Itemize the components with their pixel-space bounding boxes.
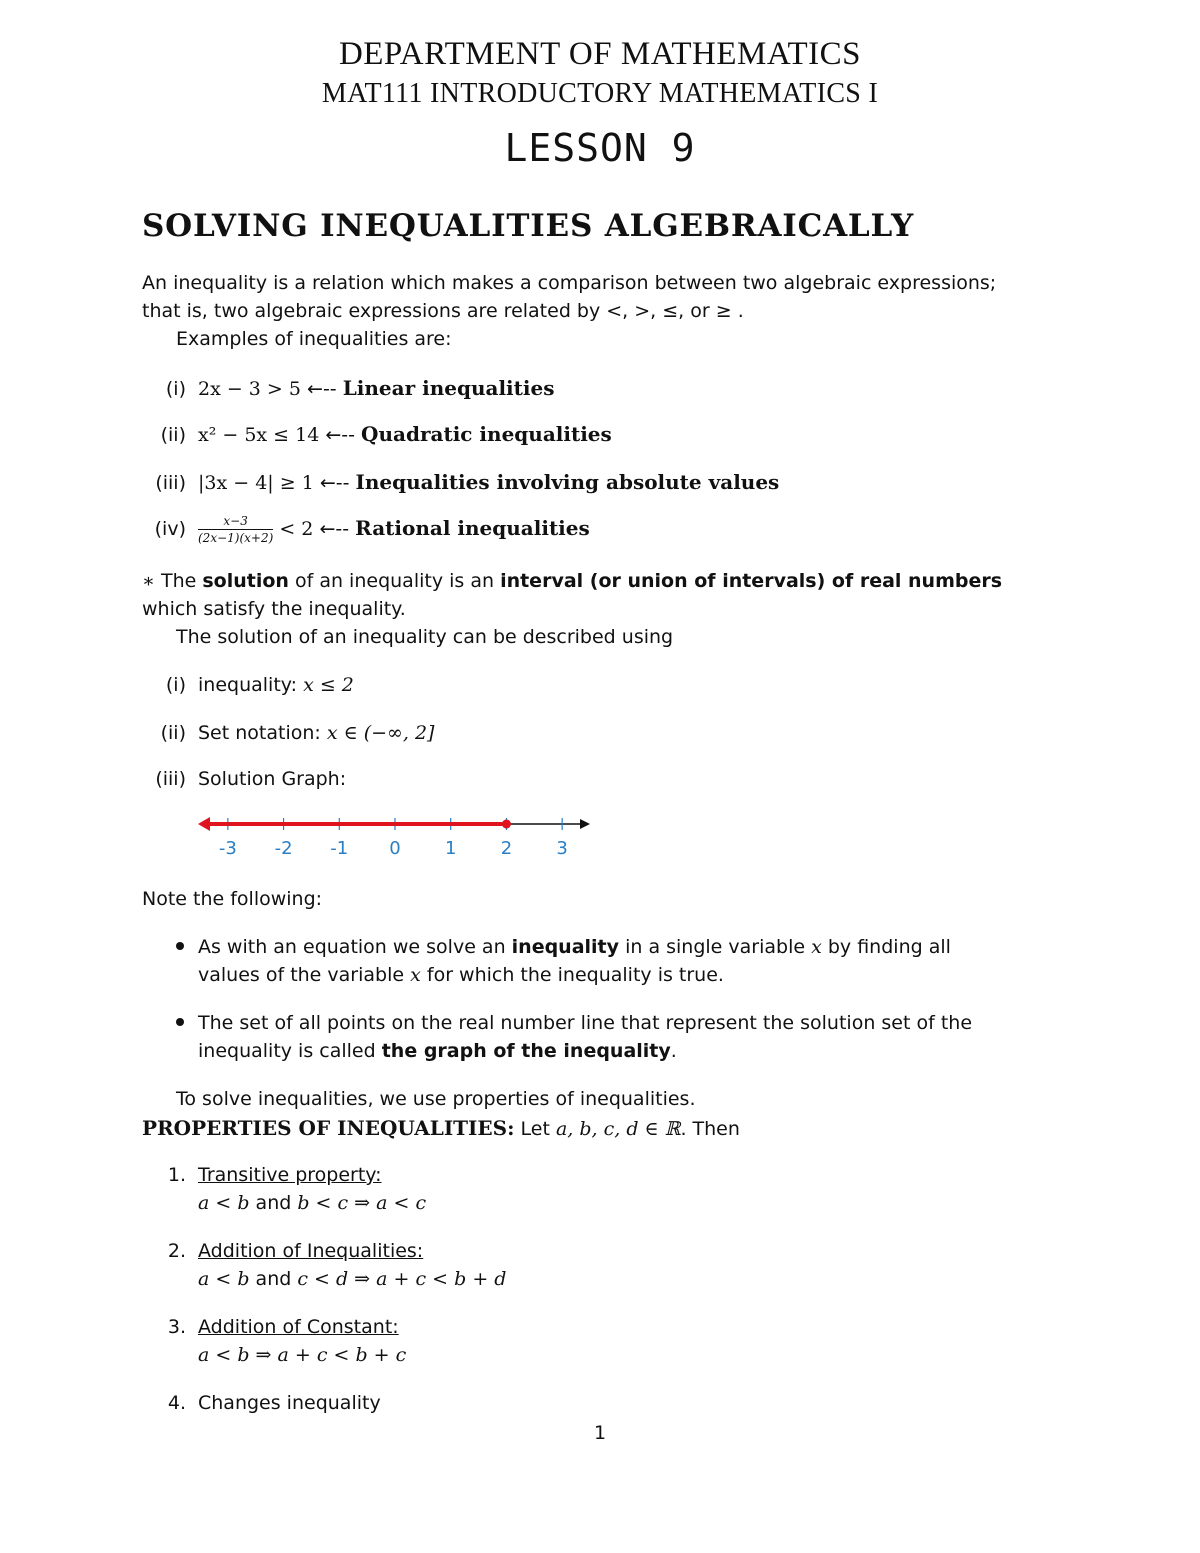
property-number: 2.: [167, 1240, 186, 1262]
note-term: the graph of the inequality: [381, 1040, 671, 1062]
note-text: inequality is called: [198, 1040, 376, 1062]
example-expression: 2x − 3 > 5: [198, 378, 301, 400]
axis-tick-label: -3: [218, 838, 237, 859]
description-item: [130, 674, 354, 696]
axis-tick-label: -1: [330, 838, 349, 859]
description-item: [130, 768, 346, 790]
property-item-formula: [198, 1192, 426, 1214]
arrow-icon: ←--: [307, 378, 337, 400]
example-label: (iv): [154, 518, 186, 540]
page-number: 1: [593, 1422, 607, 1444]
property-item-name: [130, 1316, 399, 1338]
bullet-icon: [176, 942, 184, 950]
arrow-icon: ←--: [325, 424, 355, 446]
note-term: inequality: [511, 936, 620, 958]
note-math: x: [410, 964, 421, 986]
example-item: [130, 514, 590, 545]
course-heading: MAT111 INTRODUCTORY MATHEMATICS I: [321, 78, 879, 109]
note-bullet-1-line-2: [198, 964, 724, 986]
solution-definition-line-1: [142, 570, 1002, 592]
example-description: Linear inequalities: [342, 376, 555, 400]
property-item-name: [130, 1164, 382, 1186]
axis-tick-label: 3: [556, 838, 568, 859]
example-description: Rational inequalities: [355, 516, 590, 540]
note-text: As with an equation we solve an: [198, 936, 506, 958]
axis-tick-label: -2: [274, 838, 293, 859]
arrow-icon: ←--: [319, 518, 350, 540]
note-text: values of the variable: [198, 964, 405, 986]
definition-text: The: [160, 570, 197, 592]
note-math: x: [811, 936, 822, 958]
example-item: [130, 376, 554, 400]
properties-math: a, b, c, d ∈ ℝ: [555, 1118, 681, 1140]
axis-tick-label: 2: [500, 838, 513, 859]
property-formula: a < b ⇒ a + c < b + c: [198, 1344, 407, 1366]
examples-lead: Examples of inequalities are:: [176, 328, 452, 350]
note-text: in a single variable: [625, 936, 806, 958]
arrow-icon: ←--: [319, 472, 350, 494]
properties-text: . Then: [680, 1118, 740, 1140]
bullet-icon: [176, 1018, 184, 1026]
example-expression: |3x − 4| ≥ 1: [198, 472, 314, 494]
property-text: and: [255, 1192, 292, 1214]
description-label: (i): [165, 674, 186, 696]
intro-line-2: that is, two algebraic expressions are related by <, >, ≤, or ≥ .: [142, 300, 744, 322]
description-label: (iii): [155, 768, 186, 790]
description-math: x ≤ 2: [303, 674, 354, 696]
property-formula: a < b: [198, 1268, 250, 1290]
property-item-formula: [198, 1344, 406, 1366]
note-text: for which the inequality is true.: [426, 964, 724, 986]
example-description: Quadratic inequalities: [361, 422, 612, 446]
property-number: 4.: [167, 1392, 186, 1414]
property-formula: a < b: [198, 1192, 250, 1214]
property-item-name: [130, 1392, 381, 1414]
property-name: Changes inequality: [198, 1392, 381, 1414]
property-formula: c < d ⇒ a + c < b + d: [297, 1268, 507, 1290]
fraction-numerator: x−3: [198, 514, 273, 530]
example-label: (ii): [160, 424, 186, 446]
note-text: by finding all: [827, 936, 951, 958]
description-text: Solution Graph:: [198, 768, 347, 790]
axis-arrow-icon: [580, 819, 590, 829]
property-number: 1.: [167, 1164, 186, 1186]
property-name: Transitive property:: [198, 1164, 382, 1186]
property-item-name: [130, 1240, 423, 1262]
definition-term: solution: [202, 570, 289, 592]
note-text: .: [670, 1040, 677, 1062]
property-formula: b < c ⇒ a < c: [297, 1192, 427, 1214]
note-text: The set of all points on the real number line that represent the solution set of the: [198, 1012, 973, 1034]
example-label: (i): [165, 378, 186, 400]
solution-definition-line-2: which satisfy the inequality.: [142, 598, 406, 620]
note-bullet-1-line-1: [176, 936, 951, 958]
example-label: (iii): [155, 472, 186, 494]
closed-endpoint: [502, 820, 511, 829]
properties-heading: [142, 1116, 740, 1140]
description-text: Set notation:: [198, 722, 321, 744]
axis-tick-label: 1: [444, 838, 457, 859]
example-expression: x² − 5x ≤ 14: [198, 424, 320, 446]
definition-text: of an inequality is an: [294, 570, 495, 592]
property-item-formula: [198, 1268, 506, 1290]
notes-lead: Note the following:: [142, 888, 323, 910]
solution-number-line: [190, 806, 610, 866]
solution-arrow-icon: [198, 817, 210, 831]
description-math: x ∈ (−∞, 2]: [326, 722, 435, 744]
department-heading: DEPARTMENT OF MATHEMATICS: [338, 36, 862, 72]
properties-title: PROPERTIES OF INEQUALITIES:: [142, 1116, 515, 1140]
example-item: [130, 470, 779, 494]
description-item: [130, 722, 434, 744]
axis-tick-label: 0: [389, 838, 401, 859]
fraction-denominator: (2x−1)(x+2): [198, 531, 274, 545]
property-text: and: [255, 1268, 292, 1290]
solution-description-lead: The solution of an inequality can be described using: [176, 626, 674, 648]
lesson-heading: LESSON 9: [504, 126, 696, 170]
description-label: (ii): [160, 722, 186, 744]
note-bullet-2-line-2: [198, 1040, 677, 1062]
example-description: Inequalities involving absolute values: [355, 470, 780, 494]
example-item: [130, 422, 612, 446]
property-name: Addition of Inequalities:: [198, 1240, 424, 1262]
intro-line-1: An inequality is a relation which makes a comparison between two algebraic expressions;: [142, 272, 997, 294]
section-title: SOLVING INEQUALITIES ALGEBRAICALLY: [142, 208, 915, 244]
description-text: inequality:: [198, 674, 298, 696]
property-name: Addition of Constant:: [198, 1316, 399, 1338]
note-bullet-2-line-1: [176, 1012, 972, 1034]
definition-term: interval (or union of intervals) of real numbers: [500, 570, 1003, 592]
example-expression: < 2: [279, 518, 314, 540]
rational-fraction: [198, 514, 273, 545]
property-number: 3.: [167, 1316, 186, 1338]
properties-lead: To solve inequalities, we use properties of inequalities.: [176, 1088, 696, 1110]
properties-text: Let: [520, 1118, 550, 1140]
star-icon: ∗: [142, 570, 155, 592]
